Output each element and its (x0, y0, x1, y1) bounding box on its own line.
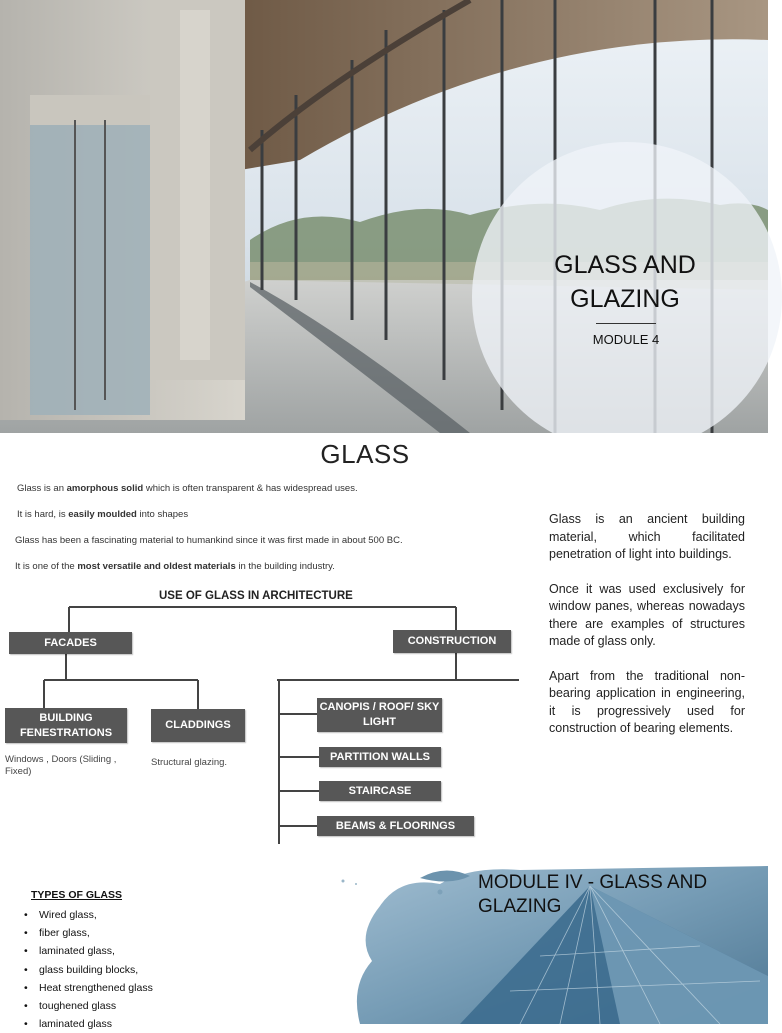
fenestrations-note: Windows , Doors (Sliding , Fixed) (5, 754, 117, 777)
module-title: MODULE IV - GLASS AND GLAZING (478, 872, 708, 917)
module-slide (0, 866, 768, 1031)
paragraph: Glass is an ancient building material, which facilitated penetration of light into buildings. (549, 512, 745, 561)
slide-heading: GLASS (320, 439, 410, 469)
claddings-box: CLADDINGS (151, 709, 245, 742)
intro-line: It is hard, is easily moulded into shapes (17, 509, 189, 520)
intro-line: Glass is an amorphous solid which is often transparent & has widespread uses. (17, 483, 358, 494)
title-slide (0, 0, 768, 433)
slide-title: GLASS AND GLAZING (554, 251, 696, 313)
beams-floorings-box: BEAMS & FLOORINGS (317, 816, 474, 836)
list-item: • laminated glass, (24, 945, 115, 958)
paragraph: Once it was used exclusively for window panes, whereas nowadays there are examples of structures made of glass only. (549, 581, 745, 648)
types-list (24, 906, 153, 1033)
types-title: TYPES OF GLASS (31, 889, 123, 901)
list-item: • glass building blocks, (24, 963, 139, 976)
intro-line: It is one of the most versatile and oldest materials in the building industry. (15, 561, 335, 572)
tree-title: USE OF GLASS IN ARCHITECTURE (159, 590, 353, 602)
description-column (549, 511, 745, 755)
glass-slide (0, 433, 768, 866)
building-fenestrations-box: BUILDING FENESTRATIONS (5, 708, 127, 743)
list-item: • fiber glass, (24, 927, 90, 940)
list-item: • laminated glass (24, 1018, 112, 1031)
title-divider (596, 323, 656, 324)
claddings-note: Structural glazing. (151, 757, 228, 768)
canopis-box: CANOPIS / ROOF/ SKY LIGHT (317, 698, 442, 732)
paragraph: Apart from the traditional non-bearing application in engineering, it is progressively used for construction of bearing elements. (549, 668, 745, 735)
intro-line: Glass has been a fascinating material to humankind since it was first made in about 500 BC. (15, 535, 403, 546)
list-item: • toughened glass (24, 999, 117, 1012)
facades-box: FACADES (9, 632, 132, 654)
list-item: • Heat strengthened glass (24, 981, 153, 994)
list-item: • Wired glass, (24, 909, 97, 921)
construction-box: CONSTRUCTION (393, 630, 511, 653)
partition-walls-box: PARTITION WALLS (319, 747, 441, 767)
slide-subtitle: MODULE 4 (592, 332, 660, 347)
staircase-box: STAIRCASE (319, 781, 441, 801)
